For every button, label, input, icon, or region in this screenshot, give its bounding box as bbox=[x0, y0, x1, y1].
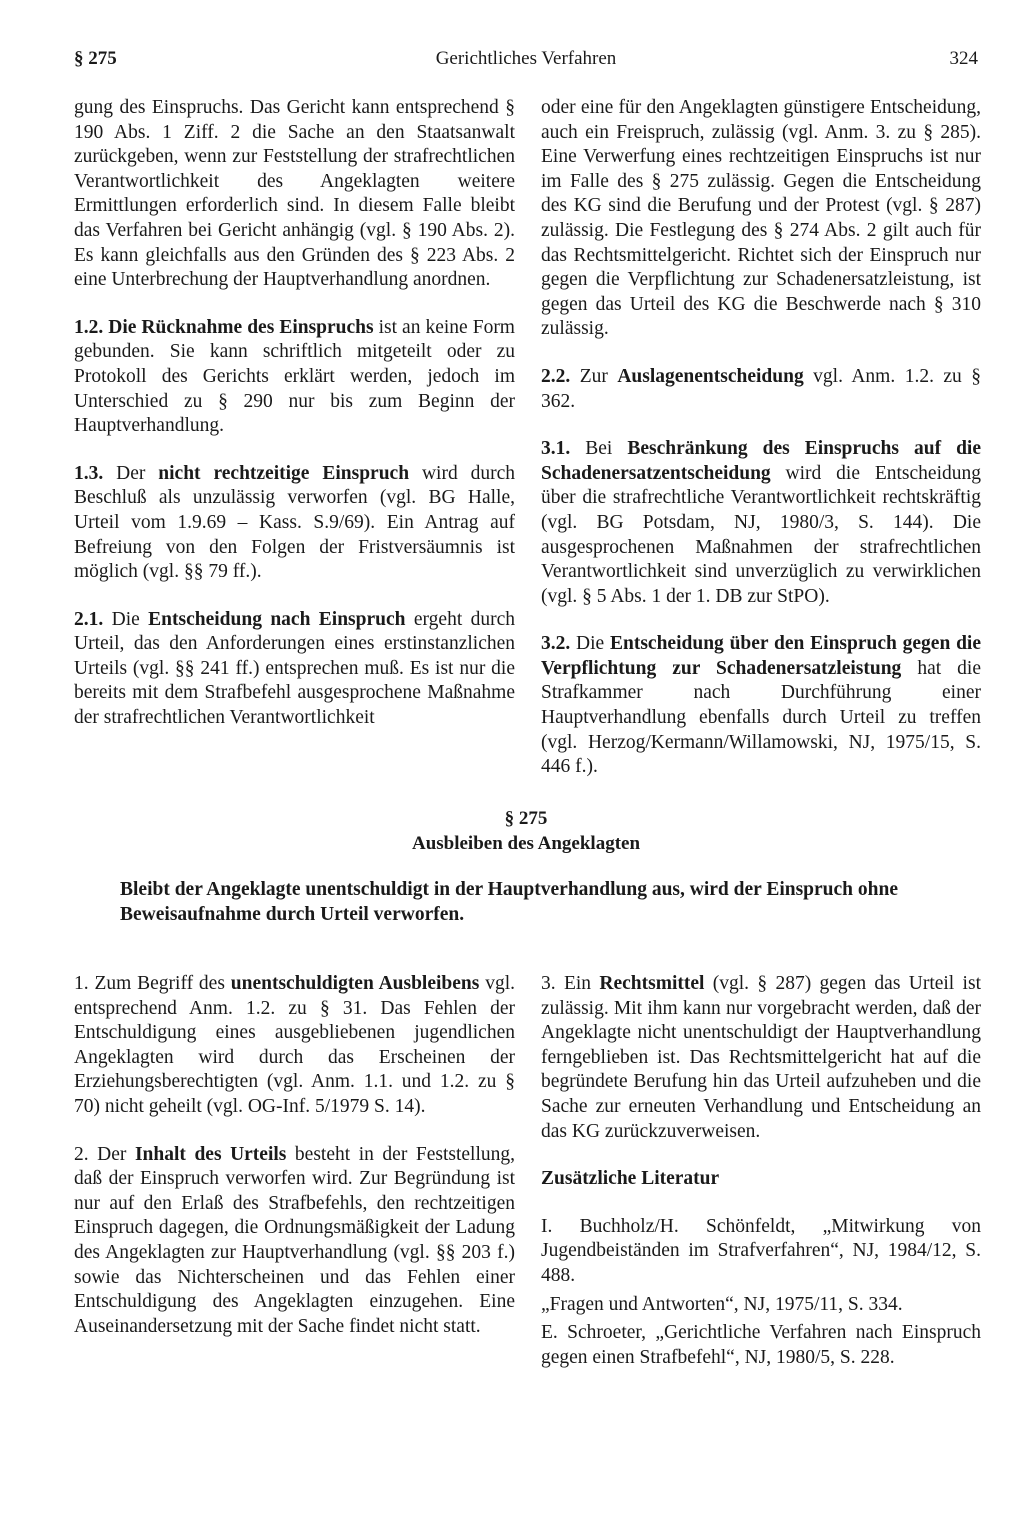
section-number: § 275 bbox=[504, 808, 548, 829]
literature-item: I. Buchholz/H. Schönfeldt, „Mitwirkung von Jugendbeiständen im Strafverfahren“, NJ, 1984/12, S. 488. bbox=[541, 1215, 981, 1286]
paragraph-text: 3. Ein bbox=[541, 973, 600, 994]
bold-term: Beschränkung des Einspruchs auf die Schadenersatzentscheidung bbox=[541, 438, 981, 484]
bold-term: nicht rechtzeitige Einspruch bbox=[158, 462, 410, 484]
paragraph-continuation: oder eine für den Angeklagten günstigere Entscheidung, auch ein Freispruch, zulässig (vgl. Anm. 3. zu § 285). Eine Verwerfung eines rechtzeitigen Einspruchs ist nur im Falle des § 275 zulässig. Gegen die Entscheidung des KG sind die Berufung und der Protest (vgl. § 287) zulässig. Die Festlegung des § 274 Abs. 2 gilt auch für das Rechtsmittelgericht. Richtet sich der Einspruch nur gegen die Verpflichtung zur Schadenersatzleistung, ist gegen das Urteil des KG die Beschwerde nach § 310 zulässig. bbox=[541, 97, 981, 340]
paragraph-text: Bei bbox=[585, 438, 628, 460]
running-title: Gerichtliches Verfahren bbox=[435, 48, 617, 69]
paragraph-text: hat die Strafkammer nach Durchführung einer Hauptverhandlung ebenfalls durch Urteil zu treffen (vgl. Herzog/Kermann/Willamowski, NJ, 1975/15, S. 446 f.). bbox=[541, 657, 981, 778]
page-header bbox=[74, 48, 978, 76]
paragraph-text: besteht in der Feststellung, daß der Einspruch verworfen wird. Zur Begründung ist nur auf den Erlaß des Strafbefehls, den rechtzeitigen Einspruch dagegen, die Ordnungsmäßigkeit der Ladung des Angeklagten zur Hauptverhandlung (vgl. §§ 203 f.) sowie das Nichterscheinen und das Fehlen einer Entschuldigung des Angeklagten einzugehen. Eine Auseinandersetzung mit der Sache findet nicht statt. bbox=[74, 1143, 515, 1337]
section-heading bbox=[74, 806, 978, 856]
literature-list bbox=[541, 1215, 981, 1371]
paragraph-text: ist an keine Form gebunden. Sie kann schriftlich mitgeteilt oder zu Protokoll des Gerichts erklärt werden, jedoch im Unterschied zu § 290 nur bis zum Beginn der Hauptverhandlung. bbox=[74, 316, 515, 437]
paragraph-text: Die bbox=[576, 633, 610, 655]
paragraph-number: 1.2. bbox=[74, 316, 104, 338]
bold-term: Rechtsmittel bbox=[599, 973, 705, 994]
bold-term: Inhalt des Urteils bbox=[134, 1143, 287, 1165]
bottom-right-column bbox=[541, 972, 981, 1374]
paragraph-text: vgl. Anm. 1.2. zu § 362. bbox=[541, 365, 982, 412]
page-number: 324 bbox=[949, 48, 978, 69]
header-section-number: § 275 bbox=[74, 48, 117, 69]
paragraph-2-1 bbox=[74, 608, 515, 731]
paragraph-1-3 bbox=[74, 462, 515, 585]
annotation-2 bbox=[74, 1143, 515, 1340]
paragraph-text: ergeht durch Urteil, das den Anforderungen eines erstinstanzlichen Urteils (vgl. §§ 241 ff.) entsprechen muß. Es ist nur die bereits mit dem Strafbefehl ausgesprochene Maßnahme der strafrechtlichen Verantwortlichkeit bbox=[74, 608, 516, 729]
literature-item: „Fragen und Antworten“, NJ, 1975/11, S. 334. bbox=[541, 1293, 903, 1315]
paragraph-text: vgl. entsprechend Anm. 1.2. zu § 31. Das Fehlen der Entschuldigung eines ausgebliebenen jugendlichen Angeklagten wird durch das Erscheinen der Erziehungsberechtigten (vgl. Anm. 1.1. und 1.2. zu § 70) nicht geheilt (vgl. OG-Inf. 5/1979 S. 14). bbox=[74, 973, 515, 1117]
paragraph-number: 1.3. bbox=[74, 462, 104, 484]
paragraph-text: Zur bbox=[579, 365, 618, 387]
paragraph-text: Der bbox=[116, 462, 159, 484]
paragraph-number: 3.2. bbox=[541, 633, 571, 655]
bold-term: unentschuldigten Ausbleibens bbox=[230, 973, 480, 994]
top-right-column bbox=[541, 96, 981, 803]
literature-item: E. Schroeter, „Gerichtliche Verfahren nach Einspruch gegen einen Strafbefehl“, NJ, 1980/5, S. 228. bbox=[541, 1322, 981, 1368]
statute-text: Bleibt der Angeklagte unentschuldigt in der Hauptverhandlung aus, wird der Einspruch ohne Beweisaufnahme durch Urteil verworfen. bbox=[120, 879, 899, 925]
bold-term: Entscheidung nach Einspruch bbox=[148, 608, 406, 630]
paragraph-text: wird die Entscheidung über die strafrechtliche Verantwortlichkeit rechtskräftig (vgl. BG Potsdam, NJ, 1980/3, S. 144). Die ausgesprochenen Maßnahmen der strafrechtlichen Verantwortlichkeit sind unverzüglich zu verwirklichen (vgl. § 5 Abs. 1 der 1. DB zur StPO). bbox=[541, 462, 981, 607]
literature-heading: Zusätzliche Literatur bbox=[541, 1168, 720, 1190]
paragraph-text: 1. Zum Begriff des bbox=[74, 973, 231, 994]
annotation-1 bbox=[74, 972, 515, 1120]
bottom-left-column bbox=[74, 972, 515, 1362]
paragraph-number: 2.2. bbox=[541, 365, 571, 387]
top-left-column bbox=[74, 96, 515, 754]
paragraph-continuation: gung des Einspruchs. Das Gericht kann entsprechend § 190 Abs. 1 Ziff. 2 die Sache an den Staatsanwalt zurückgeben, wenn zur Feststellung der strafrechtlichen Verantwortlichkeit des Angeklagten weitere Ermittlungen erforderlich sind. In diesem Falle bleibt das Verfahren bei Gericht anhängig (vgl. § 190 Abs. 2). Es kann gleichfalls aus den Gründen des § 223 Abs. 2 eine Unterbrechung der Hauptverhandlung anordnen. bbox=[74, 97, 515, 291]
bold-term: Die Rücknahme des Einspruchs bbox=[108, 316, 374, 338]
annotation-3 bbox=[541, 972, 981, 1144]
bold-term: Auslagenentscheidung bbox=[617, 365, 804, 387]
paragraph-text: wird durch Beschluß als unzulässig verworfen (vgl. BG Halle, Urteil vom 1.9.69 – Kass. S.9/69). Ein Antrag auf Befreiung von den Folgen der Fristversäumnis ist möglich (vgl. §§ 79 ff.). bbox=[74, 462, 516, 583]
paragraph-number: 3.1. bbox=[541, 438, 571, 460]
bold-term: Entscheidung über den Einspruch gegen die Verpflichtung zur Schadenersatzleistung bbox=[541, 633, 982, 679]
paragraph-3-1 bbox=[541, 437, 981, 609]
paragraph-3-2 bbox=[541, 632, 981, 780]
section-title: Ausbleiben des Angeklagten bbox=[411, 833, 641, 854]
paragraph-text: Die bbox=[111, 608, 149, 630]
paragraph-text: (vgl. § 287) gegen das Urteil ist zulässig. Mit ihm kann nur vorgebracht werden, daß der Angeklagte nicht unentschuldigt der Hauptverhandlung ferngeblieben ist. Das Rechtsmittelgericht hat auf die begründete Berufung hin das Urteil aufzuheben und die Sache zur erneuten Verhandlung und Entscheidung an das KG zurückzuverweisen. bbox=[541, 973, 981, 1142]
paragraph-text: 2. Der bbox=[74, 1143, 135, 1165]
paragraph-2-2 bbox=[541, 365, 981, 414]
paragraph-number: 2.1. bbox=[74, 608, 104, 630]
paragraph-1-2 bbox=[74, 316, 515, 439]
